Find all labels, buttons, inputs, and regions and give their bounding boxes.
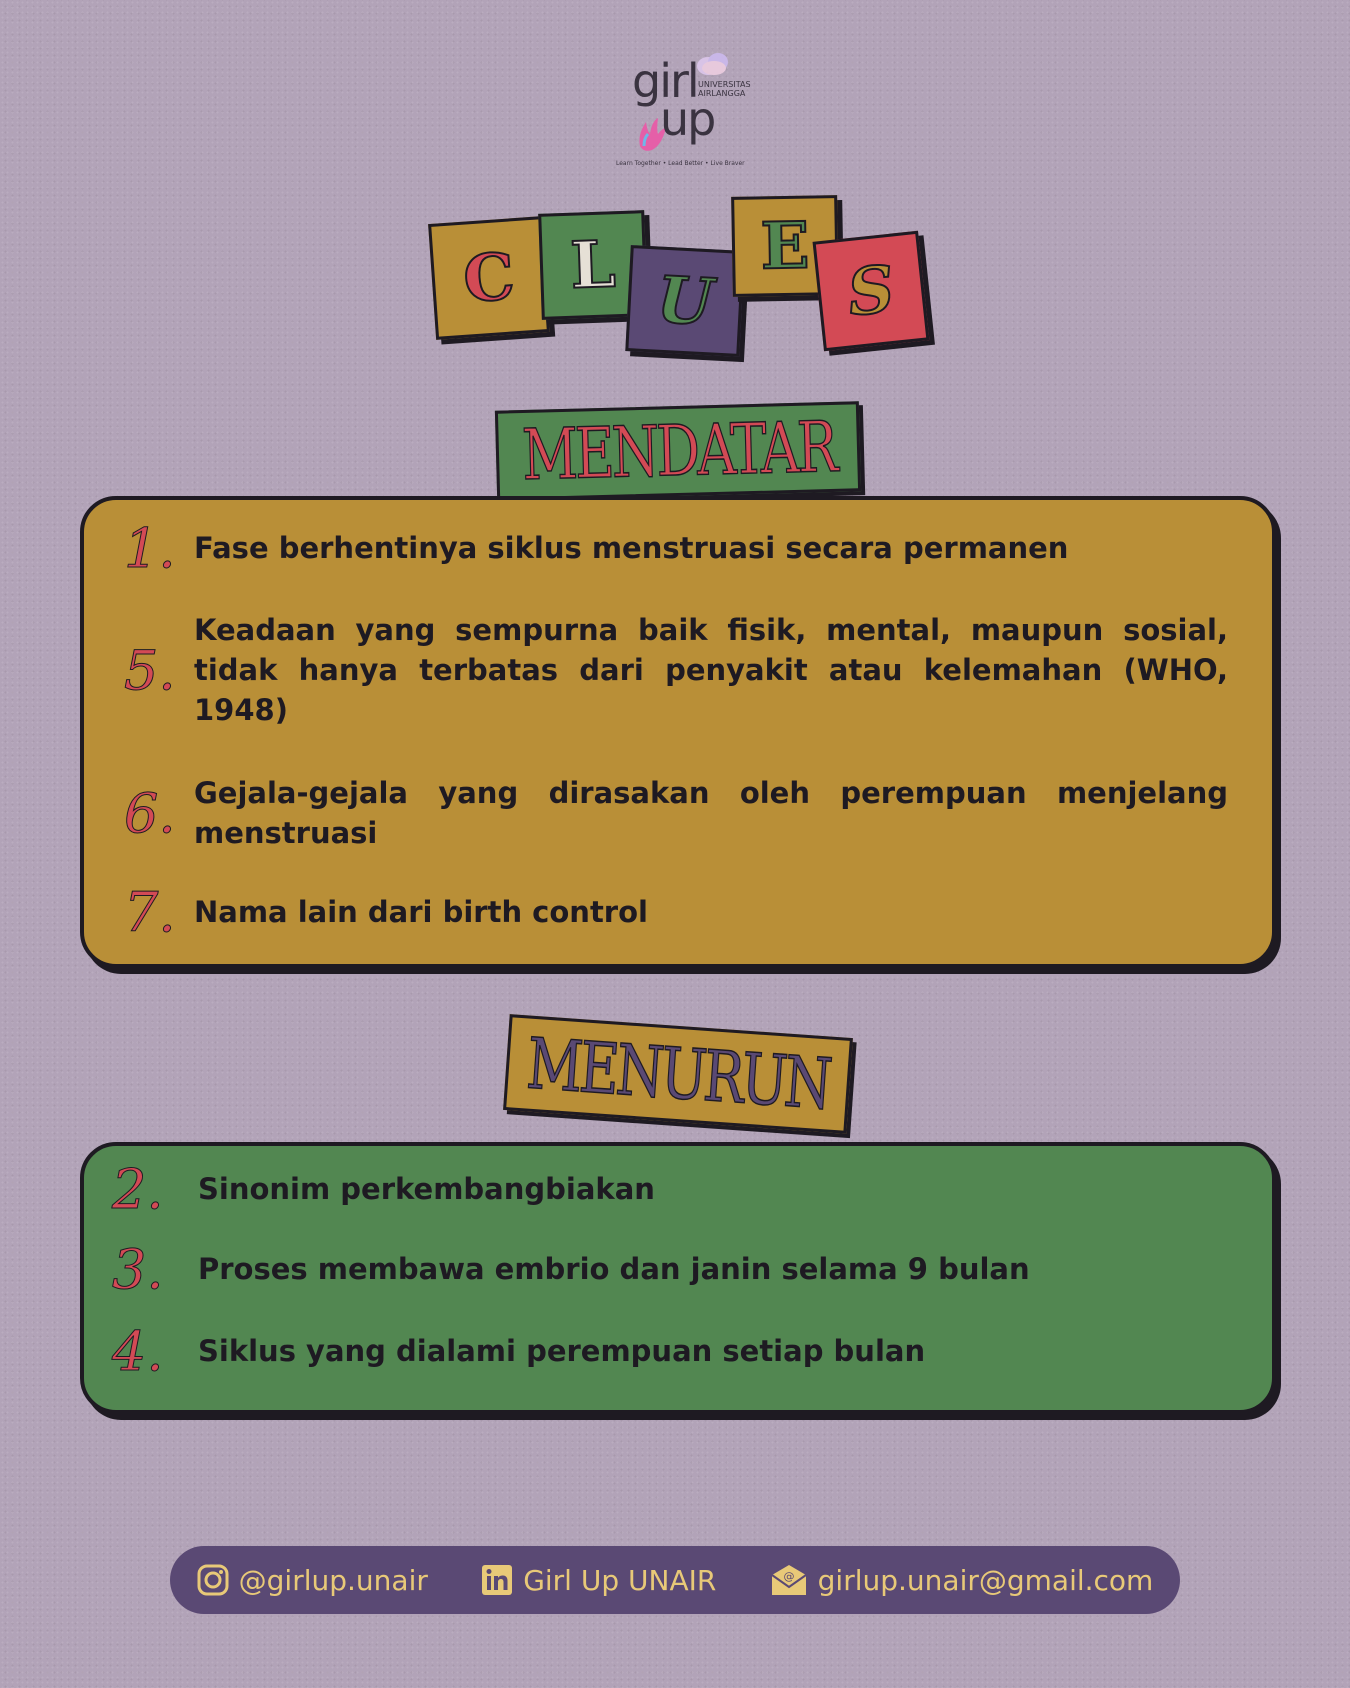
logo-word-up: up xyxy=(660,92,715,146)
clue-text: Sinonim perkembangbiakan xyxy=(198,1172,655,1206)
title-tile-c xyxy=(428,216,550,340)
clue-text: Fase berhentinya siklus menstruasi secara permanen xyxy=(194,531,1069,565)
clue-number: 1. xyxy=(124,516,176,580)
svg-text:@: @ xyxy=(783,1570,795,1583)
mendatar-clue-5 xyxy=(124,608,1232,732)
clue-number: 4. xyxy=(112,1319,164,1383)
menurun-clue-3 xyxy=(112,1237,1220,1301)
cloud-icon xyxy=(696,52,730,76)
clue-number: 2. xyxy=(112,1157,164,1221)
mendatar-clue-1 xyxy=(124,518,1232,578)
linkedin-icon xyxy=(481,1564,513,1596)
email-icon xyxy=(770,1563,808,1597)
title-letter-c: C xyxy=(460,238,518,318)
logo-word-girl: girl xyxy=(632,54,698,108)
title-tile-s xyxy=(813,231,930,351)
menurun-title: MENURUN xyxy=(524,1022,832,1126)
clue-number: 3. xyxy=(112,1237,164,1301)
email-address: girlup.unair@gmail.com xyxy=(817,1563,1154,1597)
mendatar-clue-6 xyxy=(124,770,1232,856)
title-letter-l: L xyxy=(569,226,617,304)
title-tile-u xyxy=(625,245,744,357)
clue-number: 6. xyxy=(124,781,176,845)
clue-text: Gejala-gejala yang dirasakan oleh perempuan menjelang menstruasi xyxy=(194,776,1228,850)
clue-text: Nama lain dari birth control xyxy=(194,895,648,929)
logo-tagline: Learn Together • Lead Better • Live Braver xyxy=(616,160,745,167)
clue-text: Siklus yang dialami perempuan setiap bulan xyxy=(198,1334,926,1368)
instagram-handle: @girlup.unair xyxy=(238,1563,428,1597)
menurun-header xyxy=(503,1014,853,1134)
clue-text: Keadaan yang sempurna baik fisik, mental, maupun sosial, tidak hanya terbatas dari penyakit atau kelemahan (WHO, 1948) xyxy=(194,613,1228,727)
linkedin-link[interactable] xyxy=(481,1564,716,1597)
contact-footer xyxy=(170,1546,1180,1614)
clue-number: 7. xyxy=(124,880,176,944)
menurun-clue-2 xyxy=(112,1157,1220,1221)
clue-text: Proses membawa embrio dan janin selama 9 bulan xyxy=(198,1252,1030,1286)
mendatar-header xyxy=(495,401,861,500)
title-letter-s: S xyxy=(844,251,898,331)
email-link[interactable] xyxy=(770,1563,1154,1597)
linkedin-name: Girl Up UNAIR xyxy=(523,1563,717,1597)
instagram-icon xyxy=(197,1564,229,1596)
instagram-link[interactable] xyxy=(197,1564,428,1597)
mendatar-title: MENDATAR xyxy=(520,405,836,497)
title-letter-e: E xyxy=(759,208,811,284)
title-letter-u: U xyxy=(655,262,715,340)
logo-university: UNIVERSITAS AIRLANGGA xyxy=(698,80,751,98)
clue-number: 5. xyxy=(124,638,176,702)
mendatar-clue-7 xyxy=(124,882,1232,942)
menurun-clue-4 xyxy=(112,1319,1220,1383)
girl-up-logo[interactable] xyxy=(600,52,750,172)
